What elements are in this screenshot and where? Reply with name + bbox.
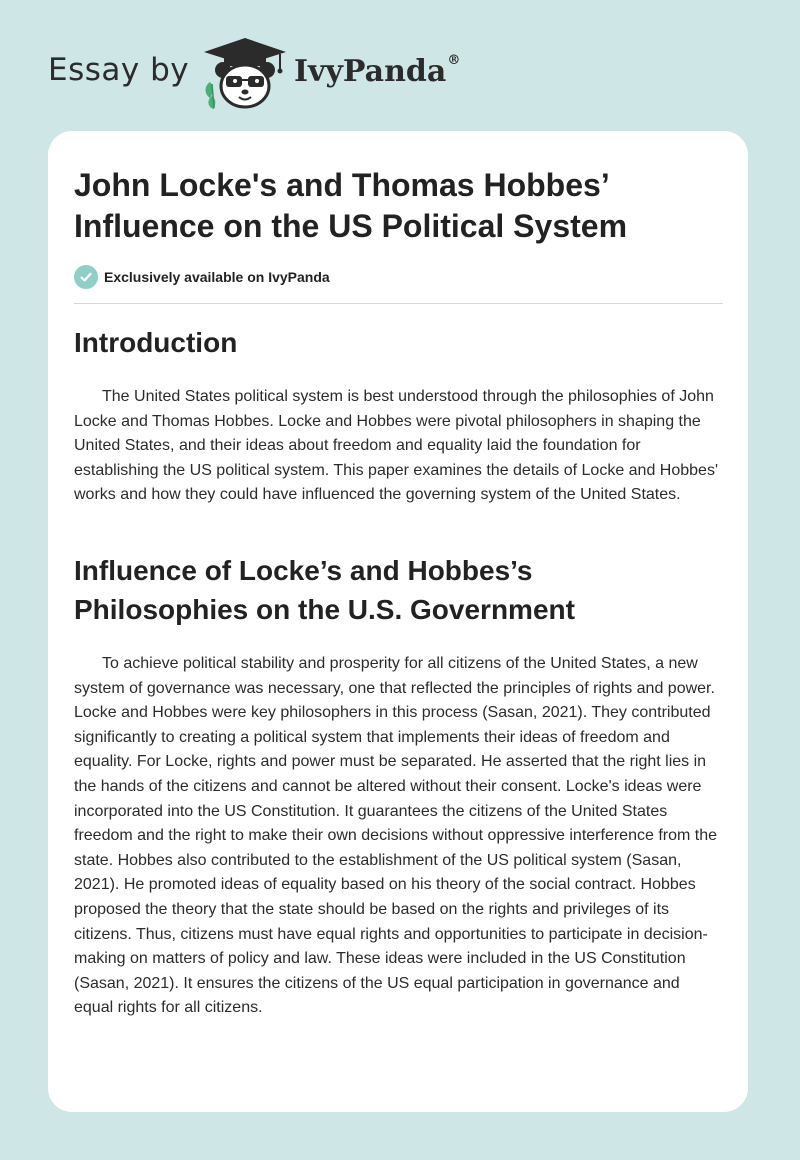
- panda-logo-icon[interactable]: [202, 36, 288, 110]
- exclusive-label: Exclusively available on IvyPanda: [104, 269, 330, 285]
- section-heading-introduction: Introduction: [74, 327, 238, 358]
- essay-card: [48, 131, 748, 1112]
- section-heading-influence: Influence of Locke’s and Hobbes’s Philosophies on the U.S. Government: [74, 555, 575, 625]
- registered-mark: ®: [447, 53, 461, 68]
- exclusive-badge: [74, 264, 330, 290]
- site-header: [48, 34, 748, 110]
- essay-title: John Locke's and Thomas Hobbes’ Influence on the US Political System: [74, 167, 628, 244]
- section-paragraph-introduction: The United States political system is best understood through the philosophies of John Locke and Thomas Hobbes. Locke and Hobbes were pivotal philosophers in shaping the United States, and their ideas about freedom and equality laid the foundation for establishing the US political system. This paper examines the details of Locke and Hobbes' works and how they could have influenced the governing system of the United States.: [74, 388, 718, 504]
- section-paragraph-influence: To achieve political stability and prosperity for all citizens of the United States, a new system of governance was necessary, one that reflected the principles of rights and power. Locke and Hobbes were key philosophers in this process (Sasan, 2021). They contributed significantly to creating a political system that implements their ideas of freedom and equality. For Locke, rights and power must be separated. He asserted that the right lies in the hands of the citizens and cannot be altered without their consent. Locke's ideas were incorporated into the US Constitution. It guarantees the citizens of the United States freedom and the right to make their own decisions without oppressive interference from the state. Hobbes also contributed to the establishment of the US political system (Sasan, 2021). He promoted ideas of equality based on his theory of the social contract. Hobbes proposed the theory that the state should be based on the rights and privileges of its citizens. Thus, citizens must have equal rights and opportunities to participate in decision-making on matters of policy and law. These ideas were included in the US Constitution (Sasan, 2021). It ensures the citizens of the US equal participation in governance and equal rights for all citizens.: [74, 655, 717, 1017]
- divider: [74, 303, 723, 304]
- check-icon: [74, 265, 98, 289]
- essay-by-text: Essay by: [48, 52, 190, 88]
- brand-name[interactable]: IvyPanda®: [294, 53, 461, 89]
